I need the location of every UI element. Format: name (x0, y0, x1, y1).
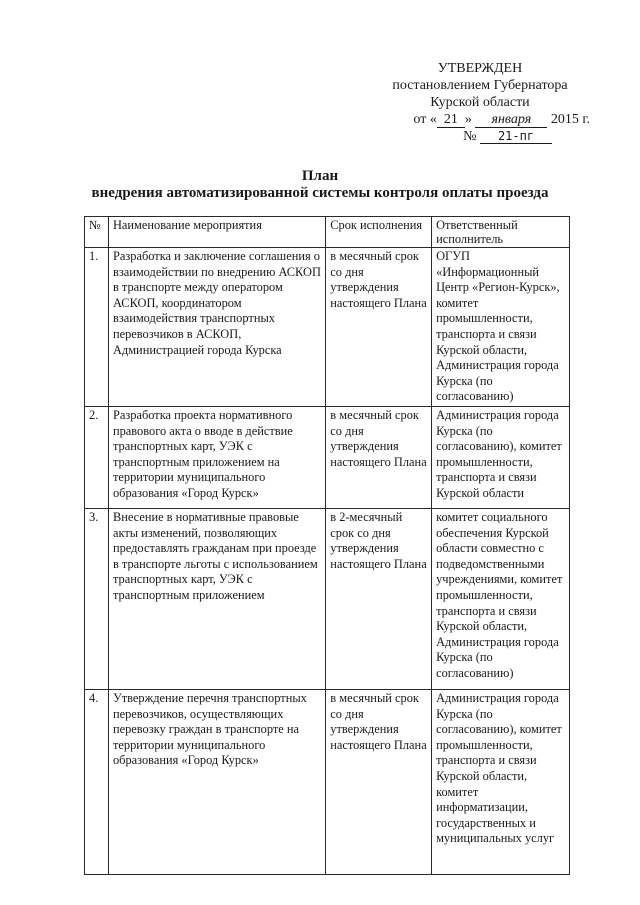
table-row (85, 508, 570, 689)
header-term: Срок исполнения (326, 217, 432, 248)
row-name: Разработка проекта нормативного правового акта о вводе в действие транспортных карт, УЭК с транспортным приложением на территории муниципального образования «Город Курск» (108, 406, 325, 508)
approval-date (360, 111, 600, 128)
plan-subtitle: внедрения автоматизированной системы контроля оплаты проезда (91, 185, 549, 201)
row-responsible: Администрация города Курска (по согласованию), комитет промышленности, транспорта и связи Курской области, комитет информатизации, государственных и муниципальных услуг (432, 689, 570, 874)
row-number: 3. (85, 508, 109, 689)
approval-stamp (360, 60, 600, 145)
approval-number (360, 128, 600, 145)
header-number: № (85, 217, 109, 248)
date-month: января (475, 113, 547, 128)
row-term: в 2-месячный срок со дня утверждения настоящего Плана (326, 508, 432, 689)
table-row (85, 406, 570, 508)
row-term: в месячный срок со дня утверждения настоящего Плана (326, 248, 432, 407)
number-value: 21-пг (480, 129, 552, 144)
table-row (85, 689, 570, 874)
number-prefix: № (463, 129, 477, 144)
date-day: 21 (437, 113, 465, 128)
row-name: Утверждение перечня транспортных перевозчиков, осуществляющих перевозку граждан в транспорте на территории муниципального образования «Город Курск» (108, 689, 325, 874)
plan-heading (40, 168, 600, 202)
row-number: 4. (85, 689, 109, 874)
date-mid: » (464, 112, 472, 127)
row-number: 2. (85, 406, 109, 508)
table-header-row (85, 217, 570, 248)
row-name: Разработка и заключение соглашения о взаимодействии по внедрению АСКОП в транспорте между оператором АСКОП, координатором взаимодействия транспортных перевозчиков в АСКОП, Администрацией города Курска (108, 248, 325, 407)
row-responsible: Администрация города Курска (по согласованию), комитет промышленности, транспорта и связи Курской области (432, 406, 570, 508)
plan-title: План (301, 168, 339, 184)
row-name: Внесение в нормативные правовые акты изменений, позволяющих предоставлять гражданам при проезде в транспорте льготы с использованием транспортных карт, УЭК с транспортным приложением (108, 508, 325, 689)
row-responsible: комитет социального обеспечения Курской области совместно с подведомственными учреждениями, комитет промышленности, транспорта и связи Курской области, Администрация города Курска (по согласованию) (432, 508, 570, 689)
approval-title: УТВЕРЖДЕН (437, 61, 523, 76)
row-term: в месячный срок со дня утверждения настоящего Плана (326, 689, 432, 874)
header-name: Наименование мероприятия (108, 217, 325, 248)
row-number: 1. (85, 248, 109, 407)
row-term: в месячный срок со дня утверждения настоящего Плана (326, 406, 432, 508)
header-responsible: Ответственный исполнитель (432, 217, 570, 248)
date-prefix: от « (413, 112, 437, 127)
table-row (85, 248, 570, 407)
row-responsible: ОГУП «Информационный Центр «Регион-Курск», комитет промышленности, транспорта и связи Курской области, Администрация города Курска (по согласованию) (432, 248, 570, 407)
date-year: 2015 г. (550, 112, 590, 127)
approval-line-1: постановлением Губернатора (392, 78, 568, 93)
plan-table (84, 216, 570, 875)
approval-line-2: Курской области (430, 95, 530, 110)
